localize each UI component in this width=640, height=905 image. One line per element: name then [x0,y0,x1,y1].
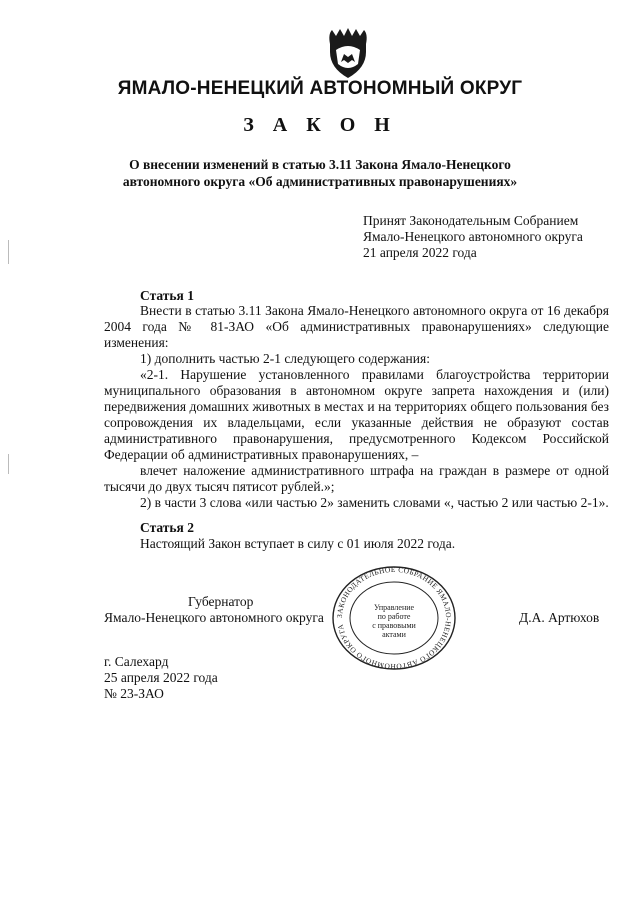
article-1-body [104,303,609,511]
official-seal-stamp [330,565,458,671]
seal-ring-text: ЗАКОНОДАТЕЛЬНОЕ СОБРАНИЕ ЯМАЛО-НЕНЕЦКОГО АВТОНОМНОГО ОКРУГА [334,565,454,671]
document-type-heading: З А К О Н [243,114,397,136]
law-subject-line-2: автономного округа «Об административных правонарушениях» [122,174,518,189]
signatory-title [104,594,324,626]
article-1-paragraph: 2) в части 3 слова «или частью 2» заменить словами «, частью 2 или частью 2-1». [140,495,609,510]
adoption-note [363,213,583,261]
seal-center-line-4: актами [382,630,406,639]
issue-city: г. Салехард [104,654,169,669]
article-1-paragraph: «2-1. Нарушение установленного правилами благоустройства территории муниципального образования в автономном округе запрета нахождения и (или) передвижения домашних животных в местах и на территориях общего пользования без сопровождения их владельцами, если указанные действия не образуют состав административного правонарушения, предусмотренного Кодексом Российской Федерации об административных правонарушениях, – [104,367,609,462]
issue-details [104,654,218,702]
issue-date: 25 апреля 2022 года [104,670,218,685]
signatory-role-line-2: Ямало-Ненецкого автономного округа [104,610,324,625]
region-heading: ЯМАЛО-НЕНЕЦКИЙ АВТОНОМНЫЙ ОКРУГ [117,78,523,99]
signatory-role-line-1: Губернатор [188,594,254,609]
coat-of-arms-emblem [324,26,372,82]
article-1-paragraph: 1) дополнить частью 2-1 следующего содержания: [140,351,430,366]
law-subject [100,156,540,190]
adoption-line-2: Ямало-Ненецкого автономного округа [363,229,583,244]
article-1-paragraph: Внести в статью 3.11 Закона Ямало-Ненецкого автономного округа от 16 декабря 2004 года № 81-ЗАО «Об административных правонарушениях» следующие изменения: [104,303,609,350]
article-2-heading: Статья 2 [140,520,194,535]
article-2-paragraph: Настоящий Закон вступает в силу с 01 июля 2022 года. [140,536,456,551]
adoption-date: 21 апреля 2022 года [363,245,477,260]
article-1-heading: Статья 1 [140,288,194,303]
signatory-name: Д.А. Артюхов [519,610,600,625]
scan-margin-mark [8,240,9,264]
adoption-line-1: Принят Законодательным Собранием [363,213,579,228]
seal-center-line-3: с правовыми [372,621,416,630]
law-number: № 23-ЗАО [104,686,164,701]
article-1-paragraph: влечет наложение административного штрафа на граждан в размере от одной тысячи до двух тысяч пятисот рублей.»; [104,463,609,494]
seal-center-line-2: по работе [377,612,411,621]
law-subject-line-1: О внесении изменений в статью 3.11 Закона Ямало-Ненецкого [129,157,511,172]
scan-margin-mark [8,454,9,474]
article-2-body [104,536,609,552]
seal-center-line-1: Управление [373,603,415,612]
